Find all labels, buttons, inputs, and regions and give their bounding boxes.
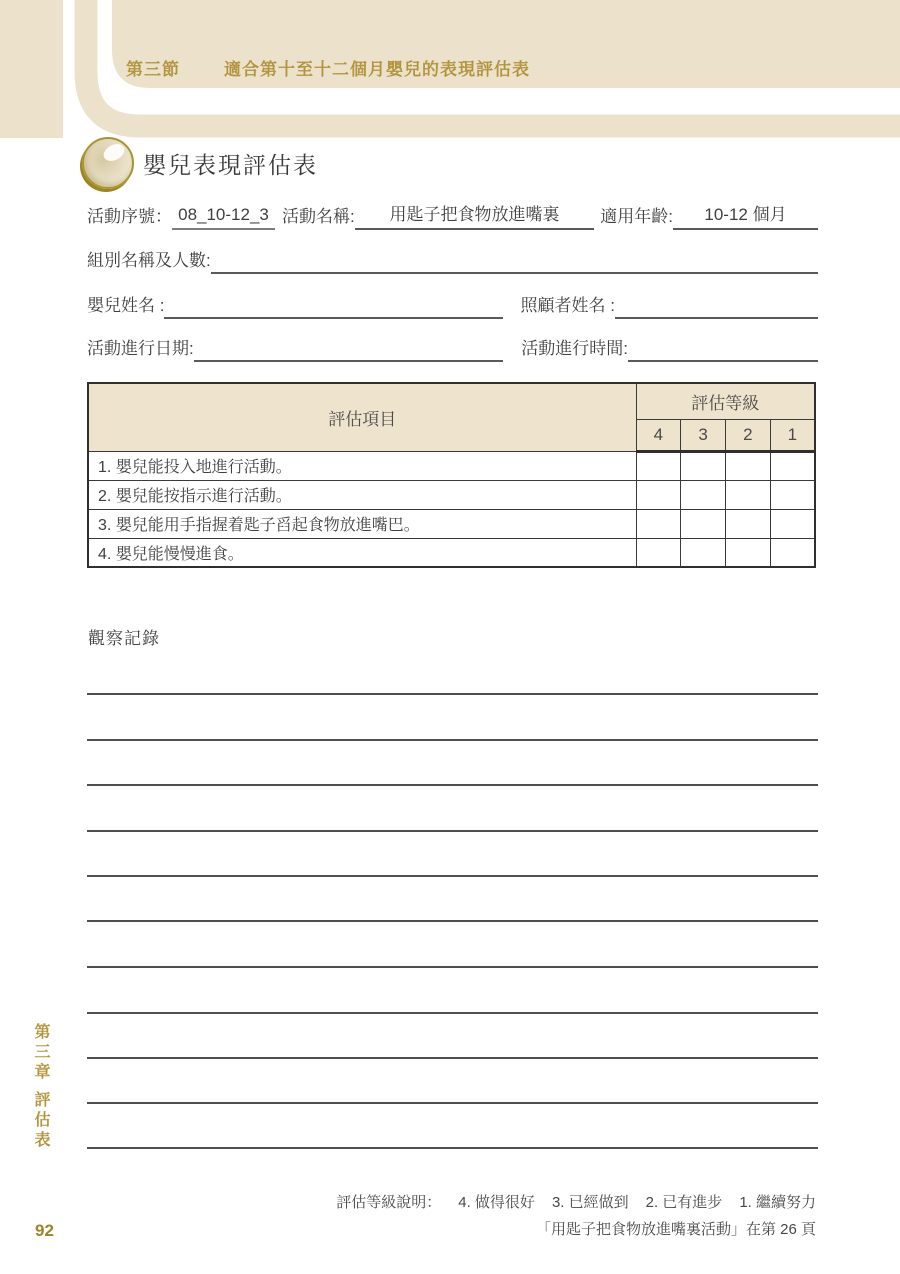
rating-level-4: 4 [636, 419, 681, 451]
rating-cell [636, 480, 681, 509]
form-title: 嬰兒表現評估表 [143, 152, 318, 178]
group-label: 組別名稱及人數: [87, 251, 211, 270]
rating-cell [681, 451, 726, 480]
rating-legend [336, 1191, 816, 1212]
writing-line [87, 920, 818, 922]
rating-cell [726, 509, 771, 538]
writing-line [87, 830, 818, 832]
rating-cell [681, 480, 726, 509]
header-band-decoration [0, 0, 900, 170]
legend-item: 4. 做得很好 [458, 1194, 535, 1211]
legend-item: 3. 已經做到 [551, 1194, 629, 1211]
writing-line [87, 1147, 818, 1149]
writing-line [87, 693, 818, 695]
activity-name-value: 用匙子把食物放進嘴裏 [355, 200, 595, 230]
writing-line [87, 966, 818, 968]
infant-name-label: 嬰兒姓名 : [87, 296, 165, 315]
infant-name-blank-field [164, 314, 502, 319]
sidebar-chapter-label: 第三章 [32, 1023, 49, 1083]
sidebar-section-label: 評估表 [32, 1091, 49, 1151]
rating-cell [726, 480, 771, 509]
time-blank-field [628, 357, 818, 362]
writing-line [87, 739, 818, 741]
rating-cell [636, 509, 681, 538]
writing-line [87, 875, 818, 877]
rating-cell [636, 451, 681, 480]
activity-info-row [87, 200, 818, 230]
legend-item: 1. 繼續努力 [739, 1194, 816, 1211]
rating-cell [636, 538, 681, 567]
rating-level-2: 2 [726, 419, 771, 451]
time-label: 活動進行時間: [521, 339, 628, 358]
table-row [88, 480, 815, 509]
rating-cell [726, 451, 771, 480]
caregiver-name-label: 照顧者姓名 : [520, 296, 615, 315]
pearl-icon [82, 137, 134, 189]
caregiver-name-blank-field [615, 314, 818, 319]
legend-label: 評估等級說明： [336, 1194, 442, 1211]
date-blank-field [194, 357, 504, 362]
item-text: 4. 嬰兒能慢慢進食。 [88, 538, 636, 567]
assessment-table [87, 382, 816, 568]
rating-cell [681, 538, 726, 567]
section-title: 適合第十至十二個月嬰兒的表現評估表 [224, 60, 530, 79]
rating-cell [770, 480, 815, 509]
writing-line [87, 1102, 818, 1104]
activity-name-label: 活動名稱: [282, 207, 355, 226]
group-row [87, 246, 818, 274]
item-text: 1. 嬰兒能投入地進行活動。 [88, 451, 636, 480]
item-text: 3. 嬰兒能用手指握着匙子舀起食物放進嘴巴。 [88, 509, 636, 538]
datetime-row [87, 334, 818, 362]
rating-column-header: 評估等級 [636, 383, 815, 419]
section-header [126, 55, 530, 80]
writing-line [87, 1012, 818, 1014]
activity-page-reference: 「用匙子把食物放進嘴裏活動」在第 26 頁 [535, 1221, 816, 1238]
age-value: 10-12 個月 [673, 200, 818, 230]
group-blank-field [211, 269, 818, 274]
observation-label: 觀察記錄 [88, 629, 160, 648]
names-row [87, 291, 818, 319]
section-number: 第三節 [126, 60, 180, 79]
pearl-highlight [101, 141, 127, 165]
rating-cell [770, 509, 815, 538]
item-text: 2. 嬰兒能按指示進行活動。 [88, 480, 636, 509]
page-number: 92 [35, 1221, 54, 1240]
item-column-header: 評估項目 [88, 383, 636, 451]
writing-line [87, 784, 818, 786]
rating-cell [726, 538, 771, 567]
legend-item: 2. 已有進步 [645, 1194, 723, 1211]
writing-line [87, 1057, 818, 1059]
table-row [88, 509, 815, 538]
table-row [88, 451, 815, 480]
rating-level-3: 3 [681, 419, 726, 451]
rating-cell [770, 538, 815, 567]
activity-no-value: 08_10-12_3 [172, 205, 275, 230]
rating-cell [681, 509, 726, 538]
rating-level-1: 1 [770, 419, 815, 451]
age-label: 適用年齡: [600, 207, 673, 226]
rating-cell [770, 451, 815, 480]
activity-no-label: 活動序號： [87, 207, 172, 226]
date-label: 活動進行日期: [87, 339, 194, 358]
table-row [88, 538, 815, 567]
